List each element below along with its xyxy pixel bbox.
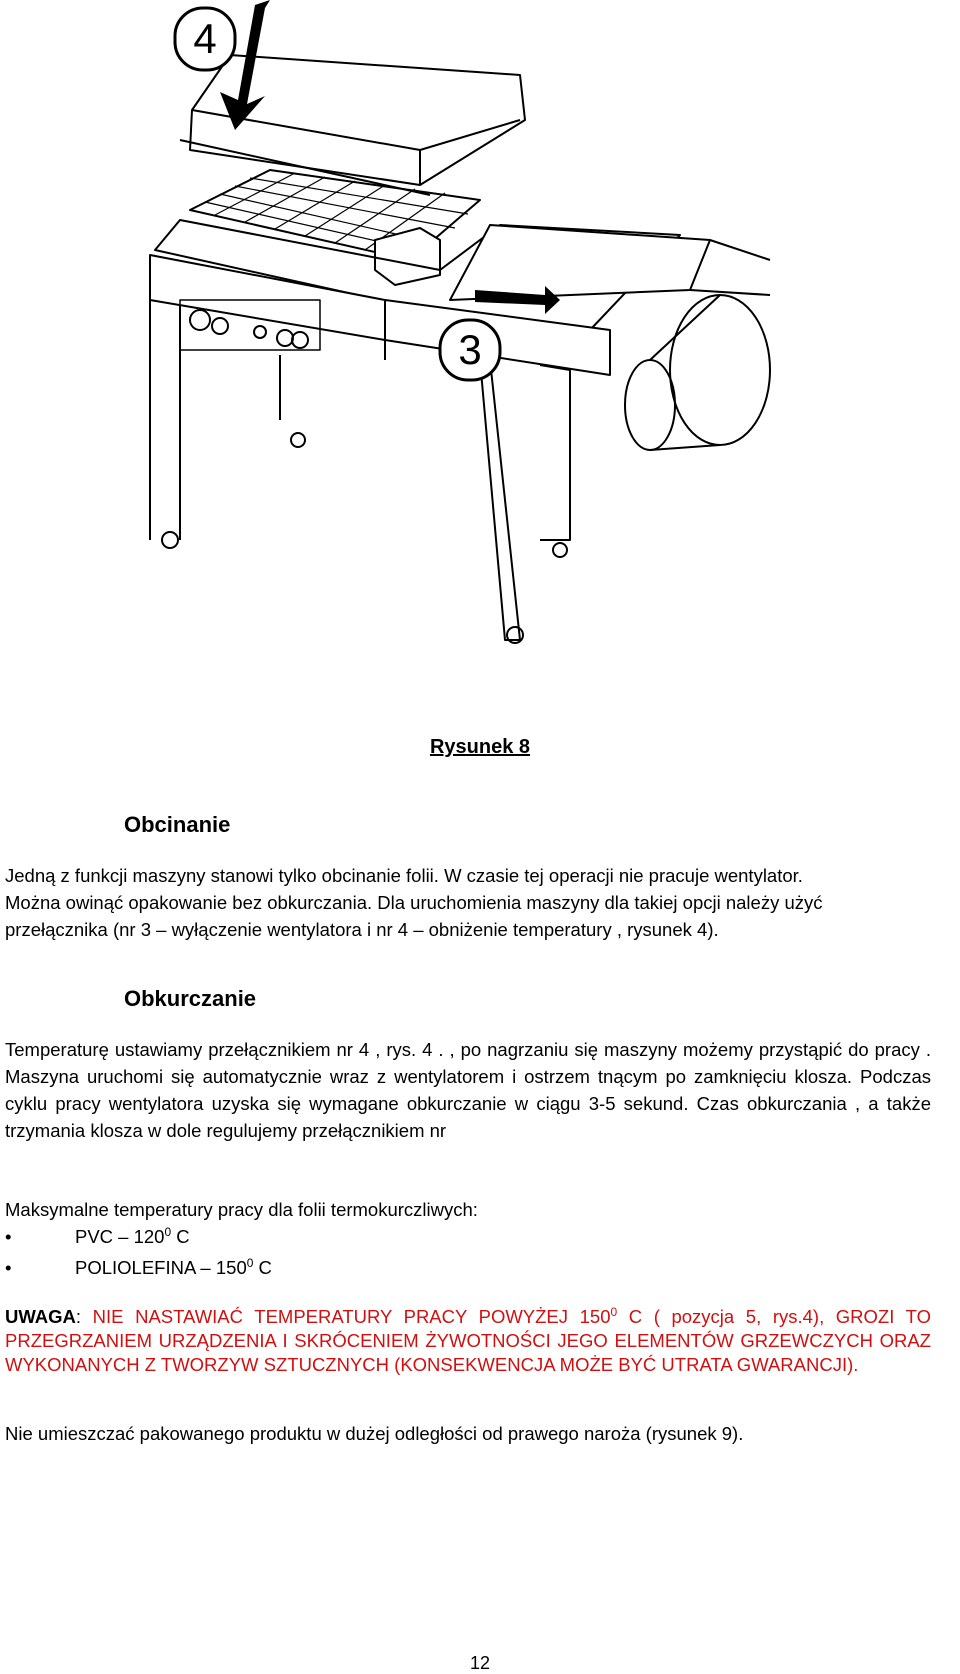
control-panel [150,255,385,340]
note-paragraph: Nie umieszczać pakowanego produktu w dużej odległości od prawego naroża (rysunek 9). [5,1423,744,1444]
bullet-marker: • [5,1257,12,1279]
temps-intro: Maksymalne temperatury pracy dla folii termokurczliwych: [5,1199,478,1220]
machine-drawing [120,0,840,700]
temp-item-pvc: • PVC – $120^0$ C [5,1225,190,1248]
obcinanie-paragraph [5,862,931,943]
page-number: 12 [469,1653,491,1673]
figure-caption: Rysunek 8 [429,736,531,758]
temp-item-poliolefina: • POLIOLEFINA – $150^0$ C [5,1256,272,1279]
warning-label: UWAGA [5,1306,76,1328]
obkurczanie-paragraph: Temperaturę ustawiamy przełącznikiem nr 4 , rys. 4 . , po nagrzaniu się maszyny możemy przystąpić do pracy . Maszyna uruchomi się automatycznie wraz z wentylatorem i ostrzem tnącym po zamknięciu klosza. Podczas cyklu pracy wentylatora uzyska się wymagane obkurczanie w ciągu 3-5 sekund. Czas obkurczania , a także trzymania klosza w dole regulujemy przełącznikiem nr [5,1039,931,1141]
figure-label-4: 4 [193,15,217,62]
paragraph-line: przełącznika (nr 3 – wyłączenie wentylatora i nr 4 – obniżenie temperatury , rysunek 4). [5,919,719,940]
section-heading-obcinanie: Obcinanie [124,812,231,837]
bullet-marker: • [5,1226,12,1248]
section-heading-obkurczanie: Obkurczanie [124,986,257,1011]
warning-paragraph: UWAGA: NIE NASTAWIAĆ TEMPERATURY PRACY POWYŻEJ $150^0$ C ( pozycja 5, rys.4), GROZI TO PRZEGRZANIEM URZĄDZENIA I SKRÓCENIEM ŻYWOTNOŚCI JEGO ELEMENTÓW GRZEWCZYCH ORAZ WYKONANYCH Z TWORZYW SZTUCZNYCH (KONSEKWENCJA MOŻE BYĆ UTRATA GWARANCJI). [5,1305,931,1376]
film-roll [670,295,770,445]
figure-label-3: 3 [458,326,482,373]
paragraph-line: Jedną z funkcji maszyny stanowi tylko obcinanie folii. W czasie tej operacji nie pracuje wentylator. [5,865,803,886]
paragraph-line: Można owinąć opakowanie bez obkurczania. Dla uruchomienia maszyny dla takiej opcji należy użyć [5,892,823,913]
